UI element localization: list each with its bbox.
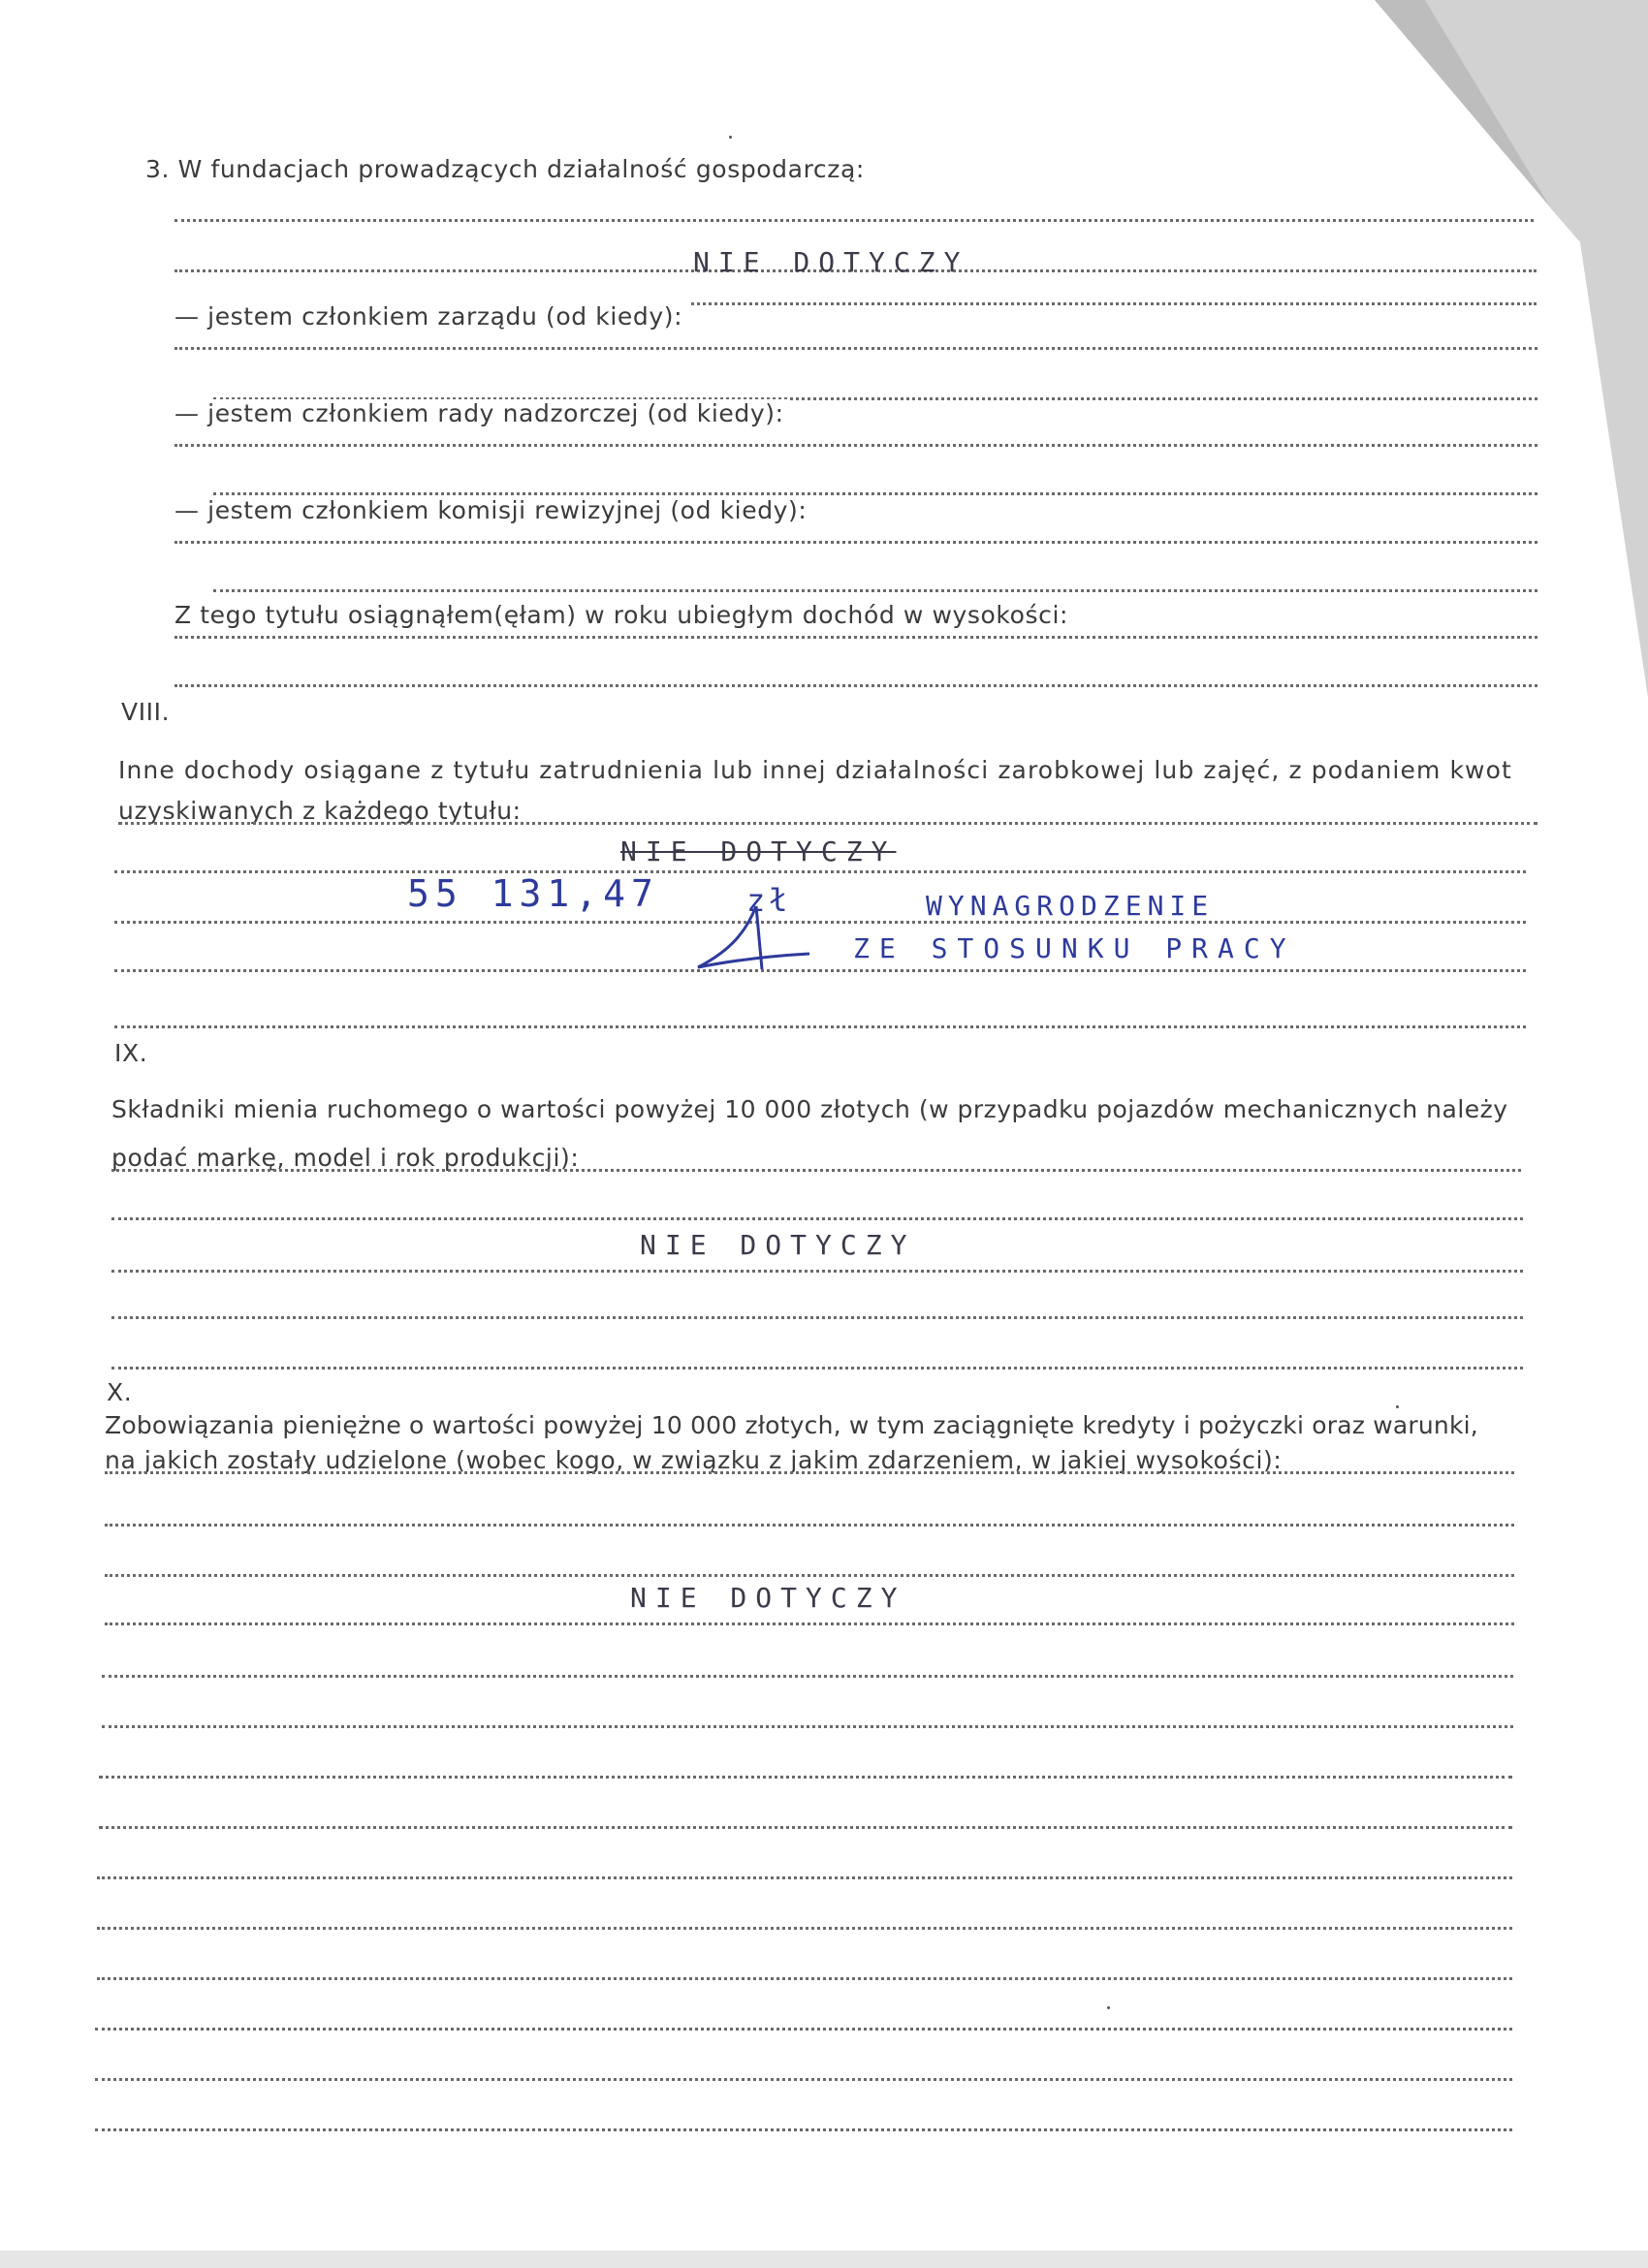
answer-line[interactable] bbox=[174, 444, 1537, 447]
answer-line[interactable] bbox=[97, 1876, 1512, 1879]
answer-line[interactable] bbox=[174, 636, 1537, 639]
answer-line[interactable] bbox=[102, 1675, 1513, 1678]
answer-line[interactable] bbox=[114, 870, 1526, 873]
handwritten-currency: zł bbox=[746, 882, 792, 919]
answer-line[interactable] bbox=[111, 1169, 1521, 1172]
answer-line[interactable] bbox=[114, 969, 1526, 972]
income-label: Z tego tytułu osiągnąłem(ęłam) w roku ubiegłym dochód w wysokości: bbox=[174, 601, 1074, 629]
answer-line[interactable] bbox=[114, 1025, 1526, 1028]
answer-line[interactable] bbox=[102, 1725, 1513, 1728]
answer-line[interactable] bbox=[213, 589, 1537, 592]
answer-line[interactable] bbox=[105, 1471, 1514, 1474]
section-viii-text-line-2: uzyskiwanych z każdego tytułu: bbox=[118, 797, 527, 825]
section-ix-text-line-2: podać markę, model i rok produkcji): bbox=[111, 1144, 585, 1172]
handwritten-answer: NIE DOTYCZY bbox=[640, 1229, 916, 1261]
answer-line[interactable] bbox=[105, 1622, 1514, 1625]
handwritten-income-source: WYNAGRODZENIE bbox=[926, 890, 1215, 922]
answer-line[interactable] bbox=[99, 1776, 1512, 1779]
handwritten-answer: NIE DOTYCZY bbox=[693, 246, 969, 278]
crossed-out-answer: NIE DOTYCZY bbox=[620, 835, 897, 867]
answer-line[interactable] bbox=[174, 347, 1537, 350]
signature-mark bbox=[679, 901, 814, 979]
section-x-number: X. bbox=[107, 1378, 133, 1406]
section-ix-text-line-1: Składniki mienia ruchomego o wartości powyżej 10 000 złotych (w przypadku pojazdów mechanicznych należy bbox=[111, 1095, 1508, 1123]
section-viii-text-line-1: Inne dochody osiągane z tytułu zatrudnienia lub innej działalności zarobkowej lub zajęć, z podaniem kwot bbox=[118, 756, 1512, 784]
answer-line[interactable] bbox=[174, 219, 1534, 222]
answer-line[interactable] bbox=[97, 1927, 1512, 1930]
handwritten-income-source-line-2: ZE STOSUNKU PRACY bbox=[853, 932, 1296, 964]
answer-line[interactable] bbox=[174, 684, 1537, 687]
answer-line[interactable] bbox=[95, 2128, 1512, 2131]
answer-line[interactable] bbox=[97, 1977, 1512, 1980]
answer-line[interactable] bbox=[111, 1217, 1523, 1220]
answer-line[interactable] bbox=[111, 1316, 1523, 1319]
answer-line[interactable] bbox=[174, 541, 1537, 544]
speck bbox=[1107, 2006, 1110, 2009]
section-viii-number: VIII. bbox=[121, 698, 171, 726]
section-x-text-line-2: na jakich zostały udzielone (wobec kogo, w związku z jakim zdarzeniem, w jakiej wysokości): bbox=[105, 1446, 1287, 1474]
handwritten-amount: 55 131,47 bbox=[407, 872, 659, 915]
answer-line[interactable] bbox=[105, 1524, 1514, 1527]
scan-bottom-edge bbox=[0, 2251, 1648, 2268]
section-3-heading: 3. W fundacjach prowadzących działalność gospodarczą: bbox=[145, 155, 865, 183]
board-member-label: — jestem członkiem zarządu (od kiedy): bbox=[174, 302, 688, 331]
supervisory-board-label: — jestem członkiem rady nadzorczej (od kiedy): bbox=[174, 399, 790, 427]
answer-line[interactable] bbox=[105, 1574, 1514, 1577]
answer-line[interactable] bbox=[111, 1367, 1523, 1370]
answer-line[interactable] bbox=[95, 2028, 1512, 2031]
answer-line[interactable] bbox=[111, 1270, 1523, 1273]
answer-line[interactable] bbox=[213, 492, 1537, 495]
answer-line[interactable] bbox=[118, 822, 1537, 825]
audit-committee-label: — jestem członkiem komisji rewizyjnej (od kiedy): bbox=[174, 496, 812, 524]
answer-line[interactable] bbox=[99, 1826, 1512, 1829]
answer-line[interactable] bbox=[114, 921, 1526, 924]
speck bbox=[729, 136, 732, 139]
section-x-text-line-1: Zobowiązania pieniężne o wartości powyżej 10 000 złotych, w tym zaciągnięte kredyty i pożyczki oraz warunki, bbox=[105, 1411, 1478, 1439]
answer-line[interactable] bbox=[95, 2078, 1512, 2081]
handwritten-answer: NIE DOTYCZY bbox=[630, 1582, 906, 1614]
speck bbox=[1396, 1405, 1399, 1408]
section-ix-number: IX. bbox=[114, 1039, 148, 1067]
